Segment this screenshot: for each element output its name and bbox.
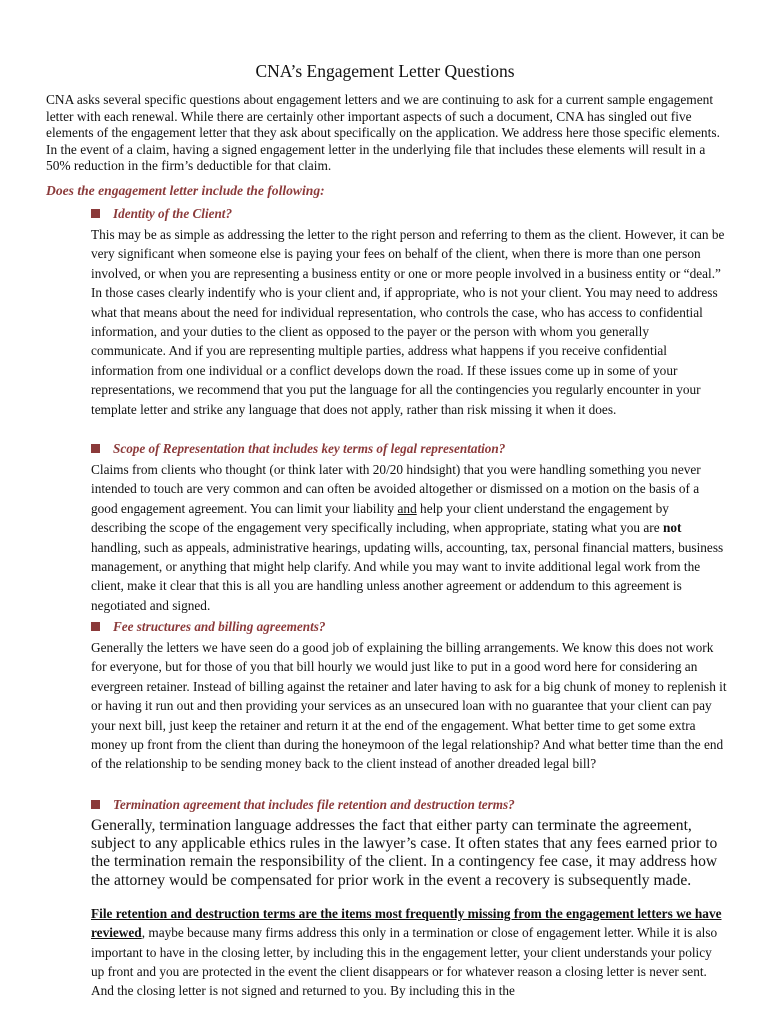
body-text: help your client understand the engagement by describing the scope of the engagement very specifically including, when appropriate, stating what you are bbox=[91, 500, 669, 536]
section-body: This may be as simple as addressing the letter to the right person and referring to them as the client. However, it can be very significant when someone else is paying your fees on behalf of the client, when there is more than one person involved, or when you are representing a business entity or one or more people involved in a business entity or “deal.” In those cases clearly indentify who is your client and, if appropriate, who is not your client. You may need to address what that means about the need for individual representation, who controls the case, who has access to confidential information, and your duties to the client as opposed to the payer or the person with whom you generally communicate. And if you are representing multiple parties, address what happens if you receive confidential information from one individual or a conflict develops down the road. If these issues come up in some of your representations, we recommend that you put the language for all the contingencies you regularly encounter in your template letter and strike any language that does not apply, rather than risk missing it when it does. bbox=[91, 227, 725, 417]
section-body-continued bbox=[91, 904, 727, 1001]
section-termination bbox=[91, 796, 727, 1001]
bold-word: not bbox=[662, 520, 682, 536]
page-title: CNA’s Engagement Letter Questions bbox=[255, 61, 515, 81]
section-heading-text: Fee structures and billing agreements? bbox=[113, 619, 326, 634]
section-body: Generally, termination language addresses the fact that either party can terminate the agreement, subject to any applicable ethics rules in the lawyer’s case. It often states that any fees earned prior to the termination remain the responsibility of the client. In a contingency fee case, it may address how the attorney would be compensated for prior work in the event a recovery is subsequently made. bbox=[91, 817, 718, 889]
bold-underlined-text: File retention and destruction terms are the items most frequently missing from the engagement letters we have reviewed bbox=[91, 905, 722, 941]
section-heading-text: Termination agreement that includes file retention and destruction terms? bbox=[113, 797, 515, 812]
section-heading-text: Identity of the Client? bbox=[113, 206, 233, 221]
square-bullet-icon bbox=[91, 444, 100, 453]
intro-paragraph: CNA asks several specific questions about engagement letters and we are continuing to ask for a current sample engagement letter with each renewal. While there are certainly other important aspects of such a document, CNA has singled out five elements of the engagement letter that they ask about specifically on the application. We address here those specific elements. In the event of a claim, having a signed engagement letter in the underlying file that includes these elements will result in a 50% reduction in the firm’s deductible for that claim. bbox=[46, 92, 720, 174]
underlined-word: and bbox=[397, 500, 417, 516]
question-heading: Does the engagement letter include the following: bbox=[46, 183, 325, 198]
section-identity bbox=[91, 205, 727, 419]
section-scope bbox=[91, 440, 727, 615]
section-body bbox=[91, 460, 727, 615]
section-body: Generally the letters we have seen do a good job of explaining the billing arrangements. We know this does not work for everyone, but for those of you that bill hourly we would just like to put in a good word here for considering an evergreen retainer. Instead of billing against the retainer and later having to ask for a big chunk of money to replenish it or having it run out and then providing your services as an unsecured loan with no guarantee that your client can pay your next bill, just keep the retainer and return it at the end of the engagement. What better time to get some extra money up front from the client than during the honeymoon of the legal relationship? And what better time than the end of the relationship to be sending money back to the client instead of another dreaded legal bill? bbox=[91, 640, 727, 772]
section-fees bbox=[91, 618, 727, 774]
square-bullet-icon bbox=[91, 800, 100, 809]
section-heading bbox=[113, 440, 727, 457]
body-text: , maybe because many firms address this only in a termination or close of engagement letter. While it is also important to have in the closing letter, by including this in the engagement letter, your client understands your policy up front and you are protected in the event the client disappears or for whatever reason a closing letter is never sent. And the closing letter is not signed and returned to you. By including this in the bbox=[91, 925, 718, 999]
square-bullet-icon bbox=[91, 209, 100, 218]
section-heading-text: Scope of Representation that includes key terms of legal representation? bbox=[113, 441, 506, 456]
section-heading bbox=[113, 796, 727, 813]
body-text: Claims from clients who thought (or think later with 20/20 hindsight) that you were handling something you never intended to touch are very common and can often be avoided altogether or dismissed on a motion on the basis of a good engagement agreement. You can limit your liability bbox=[91, 462, 701, 516]
section-heading bbox=[113, 618, 727, 635]
square-bullet-icon bbox=[91, 622, 100, 631]
body-text: handling, such as appeals, administrative hearings, updating wills, accounting, tax, personal financial matters, business management, or anything that might help clarify. And while you may want to invite additional legal work from the client, make it clear that this is all you are handling unless another agreement or addendum to this agreement is negotiated and signed. bbox=[91, 539, 724, 613]
section-heading bbox=[113, 205, 727, 222]
